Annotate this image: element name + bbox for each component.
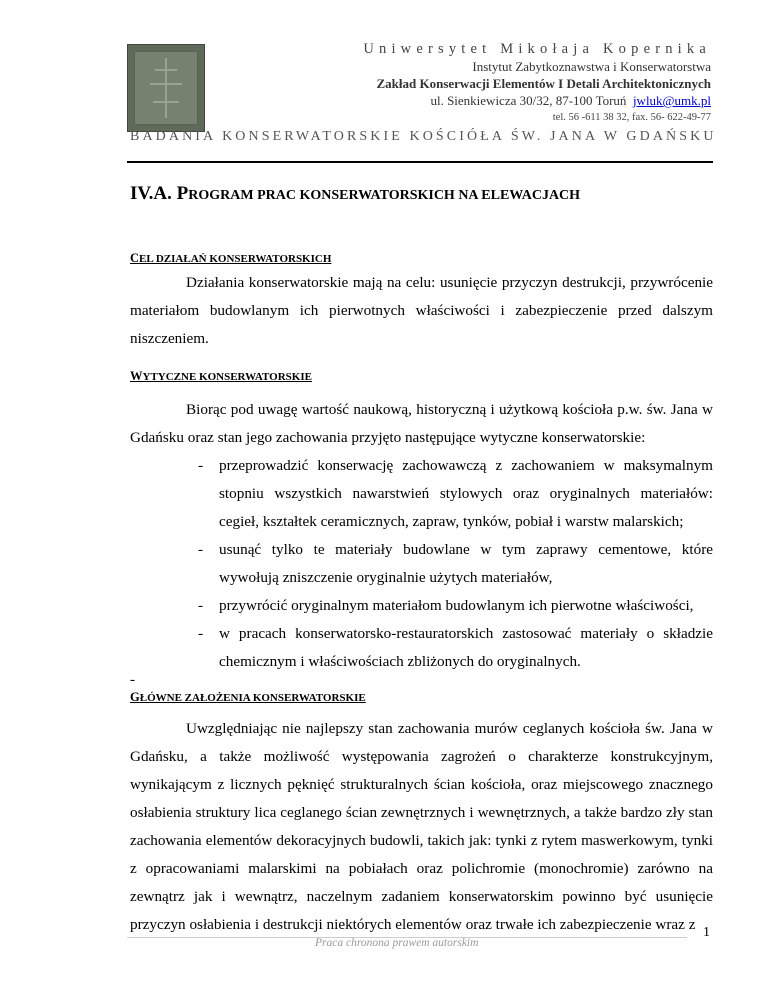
bullet-dash: - [198, 457, 204, 474]
list-item: w pracach konserwatorsko-restauratorskich zastosować materiały o składzie chemicznym i właściwościach zbliżonych do oryginalnych. [219, 625, 713, 670]
document-banner: BADANIA KONSERWATORSKIE KOŚCIÓŁA ŚW. JANA W GDAŃSKU [130, 129, 717, 144]
section-guidelines-intro: Biorąc pod uwagę wartość naukową, historyczną i użytkową kościoła p.w. św. Jana w Gdańsku oraz stan jego zachowania przyjęto następujące wytyczne konserwatorskie: [130, 401, 713, 446]
list-item: usunąć tylko te materiały budowlane w tym zaprawy cementowe, które wywołują zniszczenie oryginalnie użytych materiałów, [219, 541, 713, 586]
cross-icon [135, 52, 197, 124]
bullet-dash: - [198, 597, 204, 614]
bullet-dash: - [198, 541, 204, 558]
bullet-dash: - [198, 625, 204, 642]
university-name: Uniwersytet Mikołaja Kopernika [363, 41, 711, 57]
institute-name: Instytut Zabytkoznawstwa i Konserwatorstwa [472, 59, 711, 74]
page-title: IV.A. PROGRAM PRAC KONSERWATORSKICH NA ELEWACJACH [130, 183, 581, 204]
department-name: Zakład Konserwacji Elementów I Detali Architektonicznych [376, 76, 711, 91]
phone-line: tel. 56 -611 38 32, fax. 56- 622-49-77 [552, 112, 711, 123]
page-number: 1 [703, 925, 710, 940]
list-item: przywrócić oryginalnym materiałom budowlanym ich pierwotne właściwości, [219, 597, 694, 614]
institute-logo [127, 44, 205, 132]
section-heading-assumptions: GŁÓWNE ZAŁOŻENIA KONSERWATORSKIE [130, 690, 366, 704]
letterhead [363, 41, 711, 126]
section-assumptions-text: Uwzględniając nie najlepszy stan zachowania murów ceglanych kościoła św. Jana w Gdańsku, a także możliwość występowania zagrożeń o charakterze konstrukcyjnym, wynikającym z licznych pęknięć strukturalnych ścian kościoła, oraz miejscowego znacznego osłabienia struktury lica ceglanego ścian zewnętrznych i wewnętrznych, a także bardzo zły stan zachowania elementów dekoracyjnych budowli, takich jak: tynki z rytem maswerkowym, tynki z opracowaniami malarskimi na pobiałach oraz polichromie (monochromie) zarówno na zewnątrz jak i wewnątrz, naczelnym zadaniem konserwatorskim powinno być usunięcie przyczyn osłabienia i destrukcji niektórych elementów oraz trwałe ich zabezpieczenie wraz z [130, 720, 713, 933]
section-goal-text: Działania konserwatorskie mają na celu: usunięcie przyczyn destrukcji, przywrócenie materiałom budowlanym ich pierwotnych właściwości i zabezpieczenie przed dalszym niszczeniem. [130, 274, 713, 347]
section-heading-guidelines: WYTYCZNE KONSERWATORSKIE [130, 369, 312, 383]
trailing-dash: - [130, 671, 136, 688]
address: ul. Sienkiewicza 30/32, 87-100 Toruń [430, 93, 627, 108]
list-item: przeprowadzić konserwację zachowawczą z zachowaniem w maksymalnym stopniu wszystkich nawarstwień stylowych oraz oryginalnych materiałów: cegieł, kształtek ceramicznych, zapraw, tynków, pobiał i warstw malarskich; [219, 457, 713, 530]
copyright-footer: Praca chronona prawem autorskim [315, 937, 479, 949]
email-link[interactable]: jwluk@umk.pl [632, 93, 711, 108]
address-line [363, 92, 711, 109]
header-divider [127, 161, 713, 163]
section-heading-goal: CEL DZIAŁAŃ KONSERWATORSKICH [130, 251, 332, 265]
